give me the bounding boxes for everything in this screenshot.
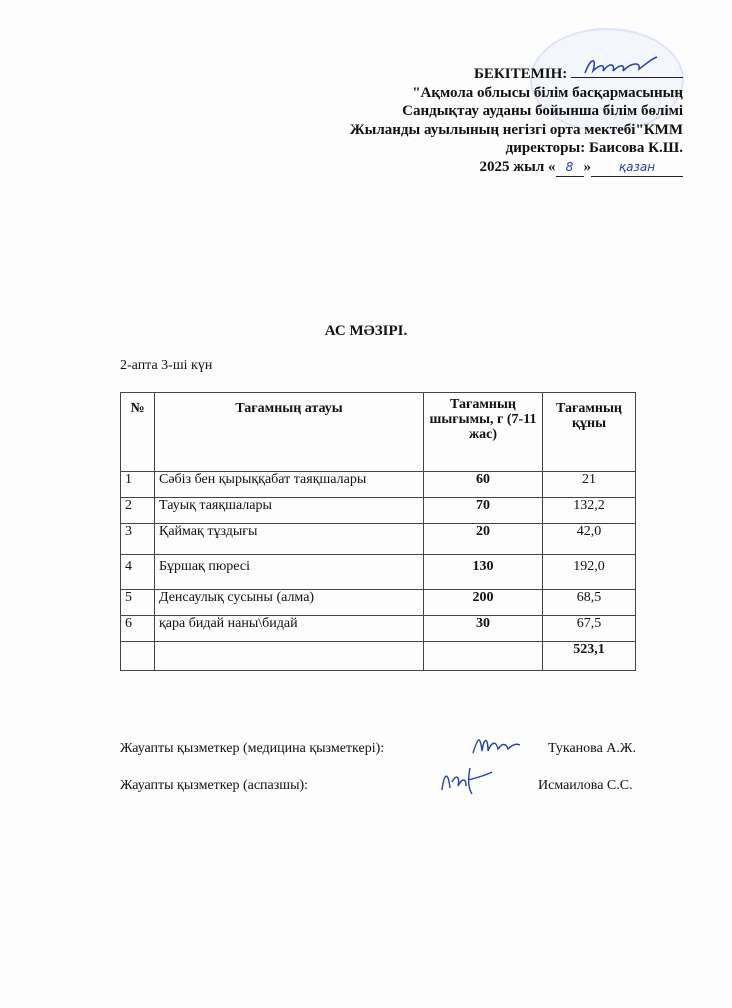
row-cost: 68,5	[543, 590, 636, 616]
header-number: №	[121, 393, 155, 472]
row-cost: 67,5	[543, 616, 636, 642]
date-separator: »	[583, 158, 591, 175]
row-dish-name: қара бидай наны\бидай	[155, 616, 424, 642]
staff-name: Туканова А.Ж.	[548, 741, 636, 756]
row-yield: 60	[424, 472, 543, 498]
table-row	[121, 472, 636, 498]
row-number: 5	[121, 590, 155, 616]
row-dish-name: Бұршақ пюресі	[155, 555, 424, 590]
staff-role: Жауапты қызметкер (медицина қызметкері):	[120, 741, 385, 756]
row-cost: 192,0	[543, 555, 636, 590]
row-number: 2	[121, 498, 155, 524]
director-signature-line	[571, 63, 683, 78]
total-empty-cell	[121, 642, 155, 671]
total-empty-cell	[424, 642, 543, 671]
approval-heading: БЕКІТЕМІН:	[473, 66, 568, 82]
table-row	[121, 498, 636, 524]
approval-line-1: "Ақмола облысы білім басқармасының	[412, 84, 683, 101]
medical-staff-signature	[470, 731, 522, 757]
staff-row-medical	[120, 741, 660, 761]
total-cost: 523,1	[543, 642, 636, 671]
header-cost: Тағамның құны	[543, 393, 636, 472]
row-number: 1	[121, 472, 155, 498]
approval-line-4: директоры: Баисова К.Ш.	[505, 140, 683, 156]
row-number: 3	[121, 524, 155, 555]
row-yield: 70	[424, 498, 543, 524]
total-empty-cell	[155, 642, 424, 671]
director-signature	[581, 53, 661, 79]
staff-name: Исмаилова С.С.	[538, 778, 633, 793]
week-day-label: 2-апта 3-ші күн	[120, 358, 213, 373]
row-cost: 132,2	[543, 498, 636, 524]
row-number: 6	[121, 616, 155, 642]
row-yield: 130	[424, 555, 543, 590]
date-prefix: 2025 жыл «	[479, 158, 556, 175]
approval-heading-line	[350, 63, 683, 84]
row-cost: 42,0	[543, 524, 636, 555]
table-row	[121, 555, 636, 590]
date-month: қазан	[618, 159, 656, 174]
approval-block	[350, 63, 683, 177]
date-day: 8	[565, 159, 574, 174]
header-yield: Тағамның шығымы, г (7-11 жас)	[424, 393, 543, 472]
approval-line-3: Жыланды ауылының негізгі орта мектебі"КММ	[349, 121, 683, 138]
row-dish-name: Қаймақ тұздығы	[155, 524, 424, 555]
row-number: 4	[121, 555, 155, 590]
table-row	[121, 616, 636, 642]
table-row	[121, 590, 636, 616]
row-dish-name: Сәбіз бен қырыққабат таяқшалары	[155, 472, 424, 498]
table-header-row	[121, 393, 636, 472]
row-dish-name: Денсаулық сусыны (алма)	[155, 590, 424, 616]
table-total-row	[121, 642, 636, 671]
menu-table	[120, 392, 636, 671]
row-cost: 21	[543, 472, 636, 498]
row-dish-name: Тауық таяқшалары	[155, 498, 424, 524]
page-title: АС МӘЗІРІ.	[324, 323, 408, 339]
row-yield: 200	[424, 590, 543, 616]
cook-signature	[438, 764, 494, 796]
date-month-field	[591, 158, 683, 178]
staff-role: Жауапты қызметкер (аспазшы):	[120, 778, 309, 793]
date-day-field	[556, 158, 584, 178]
staff-row-cook	[120, 778, 660, 798]
table-row	[121, 524, 636, 555]
approval-date	[350, 158, 683, 178]
row-yield: 30	[424, 616, 543, 642]
header-dish-name: Тағамның атауы	[155, 393, 424, 472]
approval-line-2: Сандықтау ауданы бойынша білім бөлімі	[402, 103, 683, 119]
row-yield: 20	[424, 524, 543, 555]
